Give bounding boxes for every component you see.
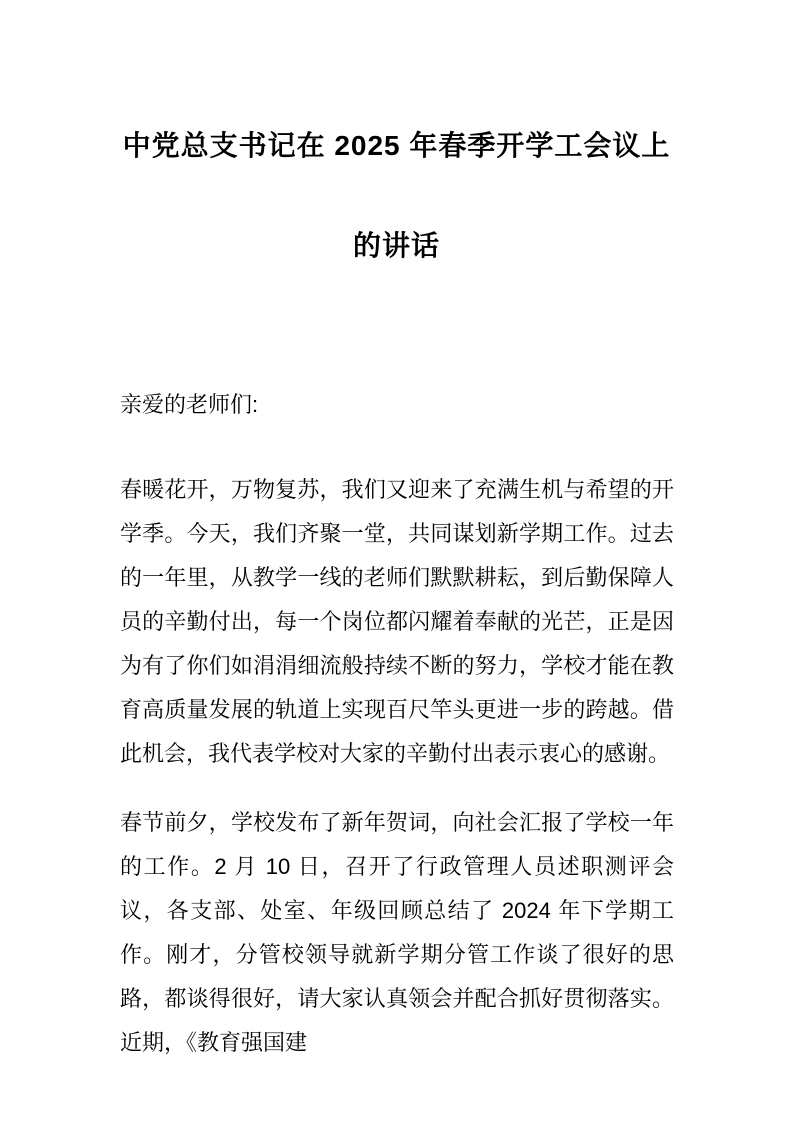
salutation-line: 亲爱的老师们:: [120, 392, 259, 417]
document-title: [0, 0, 793, 263]
body-paragraph-2: 春节前夕，学校发布了新年贺词，向社会汇报了学校一年的工作。2 月 10 日，召开了行政管理人员述职测评会议，各支部、处室、年级回顾总结了 2024 年下学期工作。刚才，分管校领导就新学期分管工作谈了很好的思路，都谈得很好，请大家认真领会并配合抓好贯彻落实。近期，《教育强国建: [120, 810, 674, 1055]
document-title-line-1: 中党总支书记在 2025 年春季开学工会议上: [122, 130, 671, 161]
body-paragraph-1: 春暖花开，万物复苏，我们又迎来了充满生机与希望的开学季。今天，我们齐聚一堂，共同谋划新学期工作。过去的一年里，从教学一线的老师们默默耕耘，到后勤保障人员的辛勤付出，每一个岗位都闪耀着奉献的光芒，正是因为有了你们如涓涓细流般持续不断的努力，学校才能在教育高质量发展的轨道上实现百尺竿头更进一步的跨越。借此机会，我代表学校对大家的辛勤付出表示衷心的感谢。: [120, 477, 674, 766]
document-title-line-2: 的讲话: [352, 230, 440, 261]
